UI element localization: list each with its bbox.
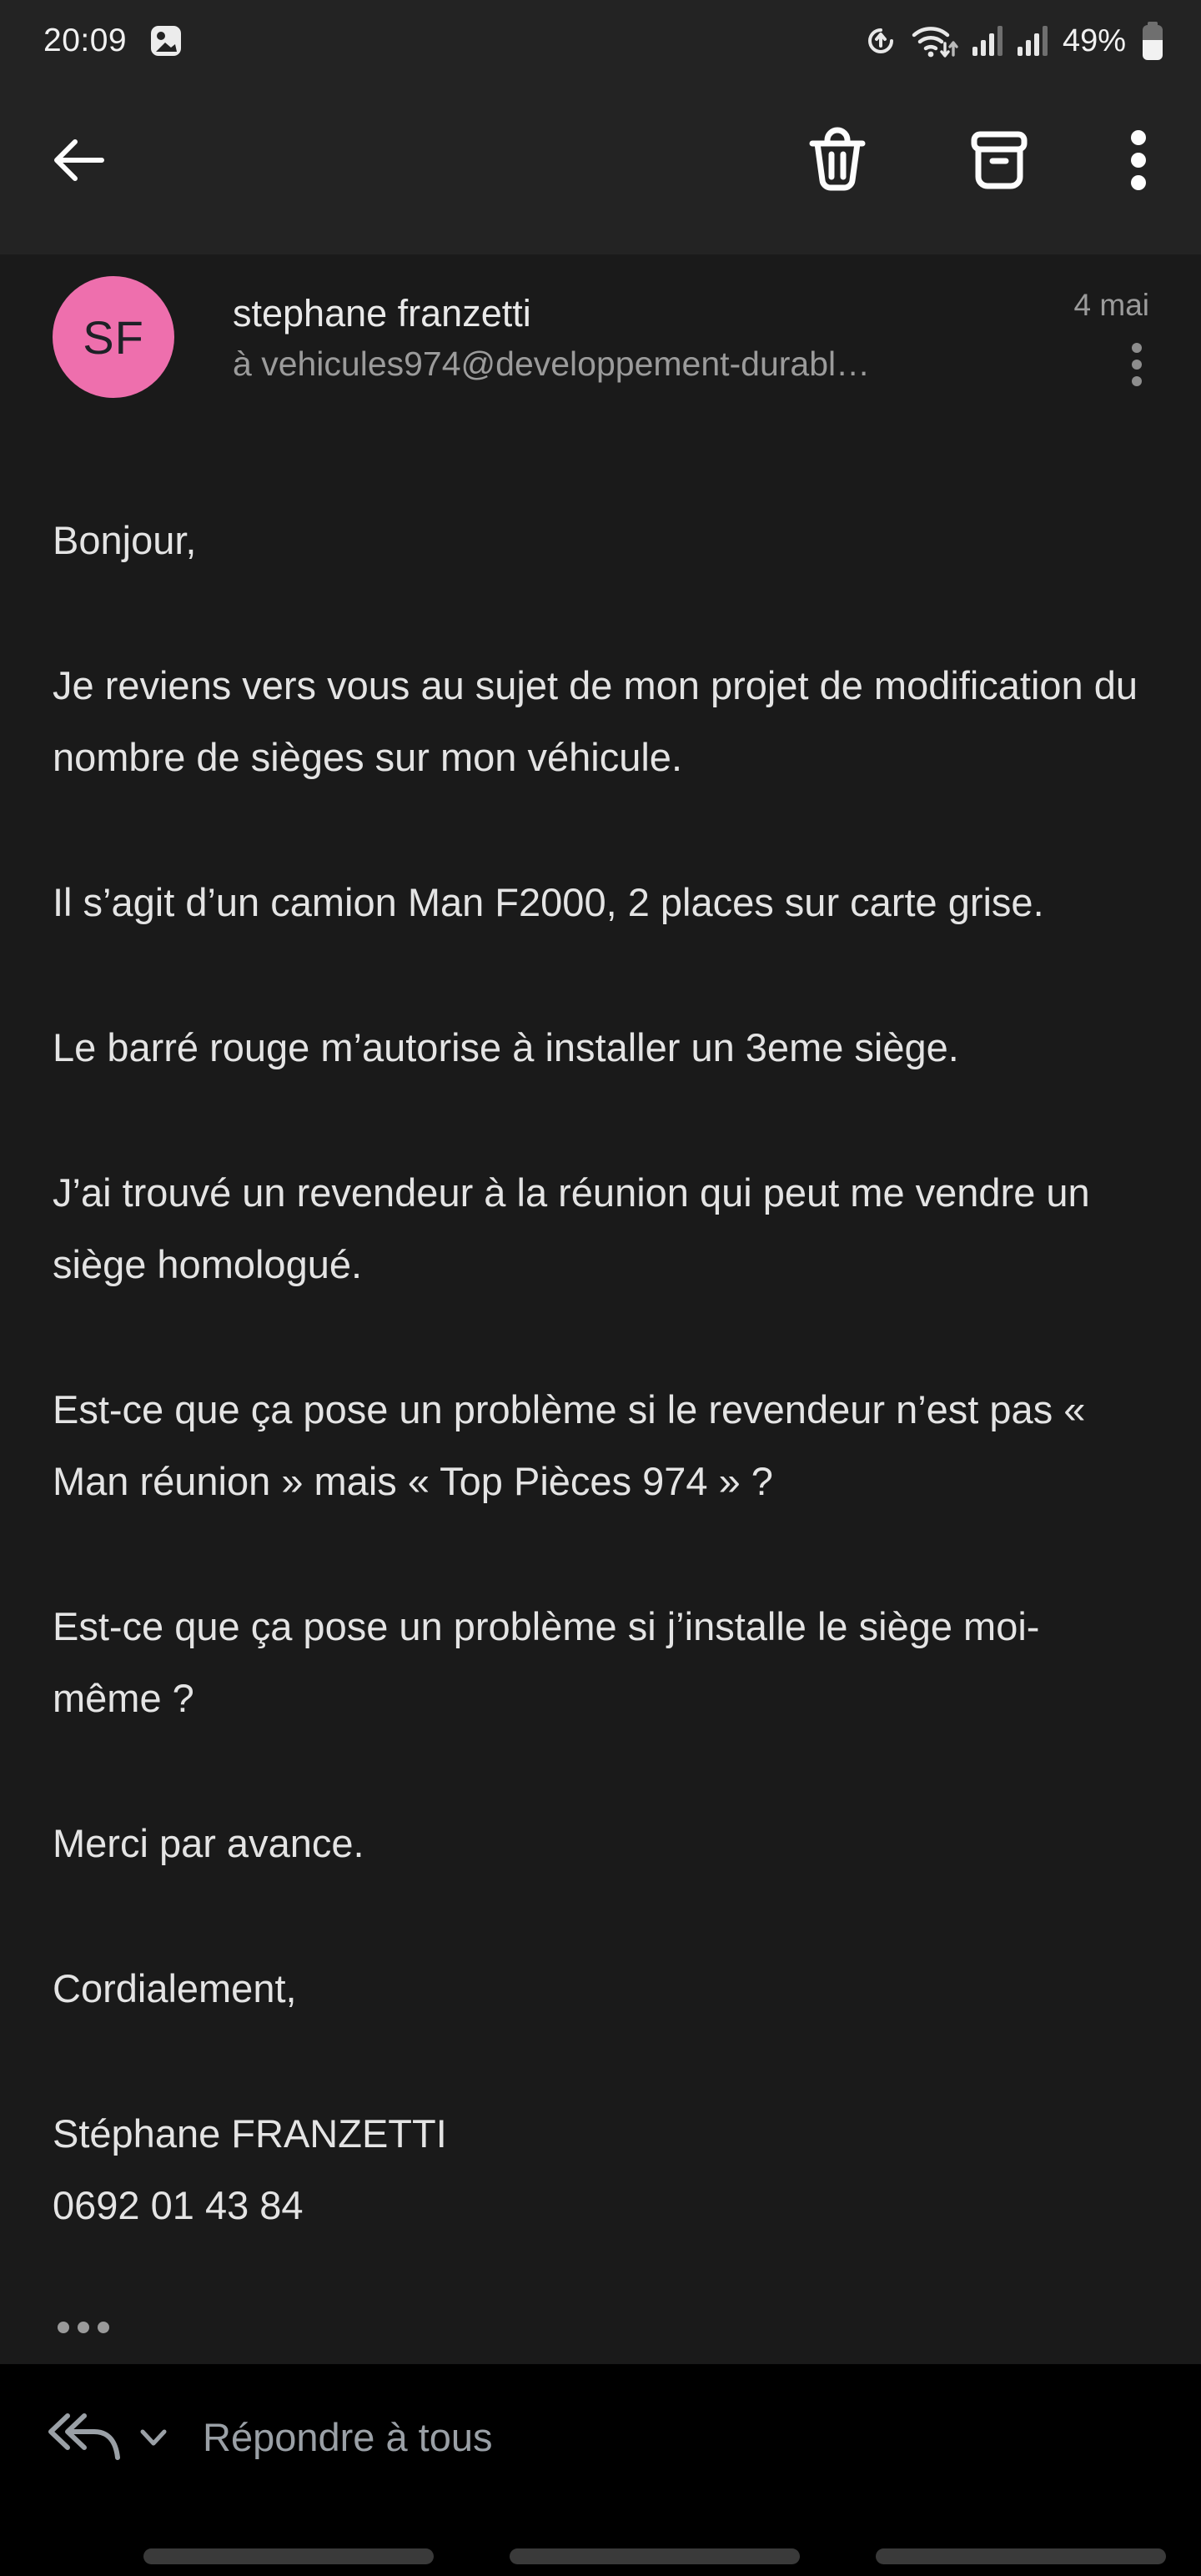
archive-button[interactable] [967, 127, 1031, 194]
gesture-hint-recents[interactable] [143, 2548, 434, 2564]
trash-icon [806, 127, 869, 194]
status-bar [0, 0, 1201, 77]
body-paragraph: J’ai trouvé un revendeur à la réunion qui peut me vendre un siège homologué. [53, 1170, 1090, 1286]
trimmed-dot [78, 2322, 89, 2333]
body-paragraph: Bonjour, [53, 518, 197, 562]
message-date: 4 mai [1073, 288, 1149, 322]
top-chrome [0, 0, 1201, 254]
app-bar [0, 77, 1201, 244]
more-vertical-icon [1129, 128, 1148, 193]
message-header [0, 254, 1201, 398]
back-button[interactable] [47, 128, 112, 193]
body-paragraph: Il s’agit d’un camion Man F2000, 2 places sur carte grise. [53, 880, 1044, 924]
body-paragraph: Est-ce que ça pose un problème si le revendeur n’est pas « Man réunion » mais « Top Pièces 974 » ? [53, 1387, 1086, 1503]
trimmed-dot [98, 2322, 109, 2333]
avatar-initials: SF [83, 310, 144, 364]
footer-bar [0, 2364, 1201, 2576]
message-more-button[interactable] [1131, 341, 1143, 388]
more-vertical-icon [1131, 341, 1143, 388]
trimmed-dot [58, 2322, 69, 2333]
status-time: 20:09 [43, 23, 128, 58]
status-right-icons [864, 20, 1166, 62]
signal-sim1-icon [972, 23, 1004, 58]
more-options-button[interactable] [1129, 128, 1148, 193]
back-arrow-icon [47, 128, 112, 193]
recipient-line[interactable]: à vehicules974@developpement-durabl… [233, 345, 871, 383]
signature-line: Stéphane FRANZETTI [53, 2111, 447, 2156]
signal-sim2-icon [1018, 23, 1049, 58]
archive-icon [967, 127, 1031, 194]
show-trimmed-content-button[interactable] [58, 2322, 109, 2333]
sender-name: stephane franzetti [233, 292, 531, 335]
battery-half-icon [1139, 20, 1166, 62]
avatar[interactable] [53, 276, 174, 398]
delete-button[interactable] [806, 127, 869, 194]
body-paragraph: Merci par avance. [53, 1821, 364, 1865]
reply-all-label: Répondre à tous [203, 2414, 493, 2459]
gesture-hint-back[interactable] [876, 2548, 1166, 2564]
chevron-down-icon [134, 2422, 173, 2452]
data-saver-icon [864, 24, 897, 58]
battery-percent-label: 49% [1062, 23, 1126, 58]
body-paragraph: Est-ce que ça pose un problème si j’installe le siège moi-même ? [53, 1604, 1040, 1720]
body-paragraph: Cordialement, [53, 1966, 297, 2010]
body-paragraph: Je reviens vers vous au sujet de mon projet de modification du nombre de sièges sur mon véhicule. [53, 663, 1138, 779]
gesture-hint-home[interactable] [510, 2548, 800, 2564]
signature-line: 0692 01 43 84 [53, 2183, 304, 2227]
reply-options-chevron-button[interactable] [134, 2422, 173, 2452]
signature-block [53, 2098, 1146, 2241]
wifi-arrows-icon [911, 22, 959, 60]
image-notification-icon [147, 22, 185, 60]
reply-all-icon [46, 2409, 123, 2464]
message-body [0, 398, 1201, 2333]
gesture-hint-row [0, 2548, 1201, 2564]
body-paragraph: Le barré rouge m’autorise à installer un 3eme siège. [53, 1025, 959, 1069]
reply-all-button[interactable] [46, 2409, 123, 2464]
